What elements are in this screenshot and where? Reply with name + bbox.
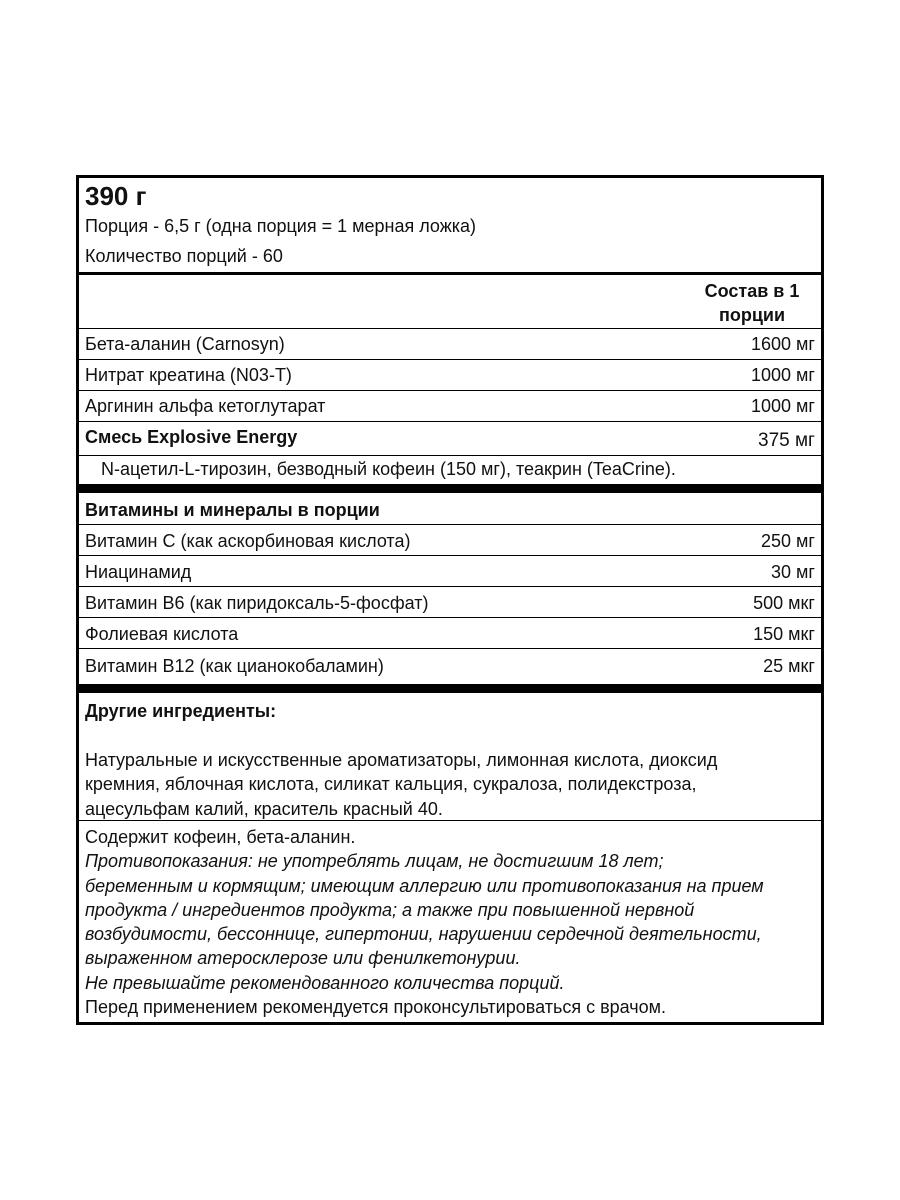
other-ingredients-line: Натуральные и искусственные ароматизаторы, лимонная кислота, диоксид [85,750,718,770]
other-ingredients-heading: Другие ингредиенты: [85,701,277,721]
composition-row [79,360,821,391]
column-header-per-serving [697,279,807,327]
vitamin-row [79,525,821,556]
vitamin-row [79,587,821,618]
contraindications-line: выраженном атеросклерозе или фенилкетонурии. [85,948,521,969]
warnings-section [79,821,821,1021]
ingredient-name: Аргинин альфа кетоглутарат [85,396,326,416]
vitamin-row [79,618,821,649]
vitamin-amount: 150 мкг [753,624,815,644]
vitamin-name: Фолиевая кислота [85,624,239,644]
serving-size: Порция - 6,5 г (одна порция = 1 мерная ложка) [85,216,477,236]
column-header-line-2: порции [718,305,786,325]
vitamin-name: Витамин B6 (как пиридоксаль-5-фосфат) [85,593,429,613]
label-header [79,178,821,275]
vitamin-name: Витамин C (как аскорбиновая кислота) [85,531,411,551]
ingredient-name: Бета-аланин (Carnosyn) [85,334,285,354]
blend-contents-row [79,456,821,493]
ingredient-name: Нитрат креатина (N03-T) [85,365,292,385]
other-ingredients-line: кремния, яблочная кислота, силикат кальция, сукралоза, полидекстроза, [85,774,697,795]
ingredient-amount: 1000 мг [751,365,815,385]
composition-row [79,391,821,422]
vitamin-row [79,649,821,693]
vitamin-row [79,556,821,587]
vitamin-amount: 250 мг [761,531,815,551]
composition-row-blend [79,422,821,456]
servings-count: Количество порций - 60 [85,246,283,266]
nutrition-label [76,175,824,1025]
blend-contents: N-ацетил-L-тирозин, безводный кофеин (150 мг), теакрин (TeaCrine). [101,459,676,479]
package-weight: 390 г [85,181,147,211]
contraindications-line: возбудимости, бессоннице, гипертонии, нарушении сердечной деятельности, [85,924,762,945]
ingredient-amount: 1000 мг [751,396,815,416]
dosage-warning: Не превышайте рекомендованного количества порций. [85,972,565,993]
warnings-text [85,825,815,1019]
consult-note: Перед применением рекомендуется проконсультироваться с врачом. [85,997,667,1018]
contraindications-line: Противопоказания: не употреблять лицам, не достигшим 18 лет; [85,851,664,872]
ingredient-amount: 1600 мг [751,334,815,354]
contains-note: Содержит кофеин, бета-аланин. [85,827,356,847]
other-ingredients-line: ацесульфам калий, краситель красный 40. [85,798,443,819]
vitamin-amount: 30 мг [771,562,815,582]
blend-amount: 375 мг [758,430,815,451]
vitamins-heading-row [79,493,821,525]
composition-column-header [79,275,821,329]
vitamin-amount: 25 мкг [763,656,815,676]
contraindications-line: беременным и кормящим; имеющим аллергию или противопоказания на прием [85,875,764,896]
blend-name: Смесь Explosive Energy [85,427,298,447]
vitamin-name: Витамин B12 (как цианокобаламин) [85,656,384,676]
composition-row [79,329,821,360]
vitamin-amount: 500 мкг [753,593,815,613]
vitamins-heading: Витамины и минералы в порции [85,500,380,520]
vitamin-name: Ниацинамид [85,562,192,582]
column-header-line-1: Состав в 1 [704,281,800,301]
other-ingredients-text [85,748,815,821]
contraindications-line: продукта / ингредиентов продукта; а также при повышенной нервной [85,899,695,920]
other-ingredients-section [79,693,821,821]
